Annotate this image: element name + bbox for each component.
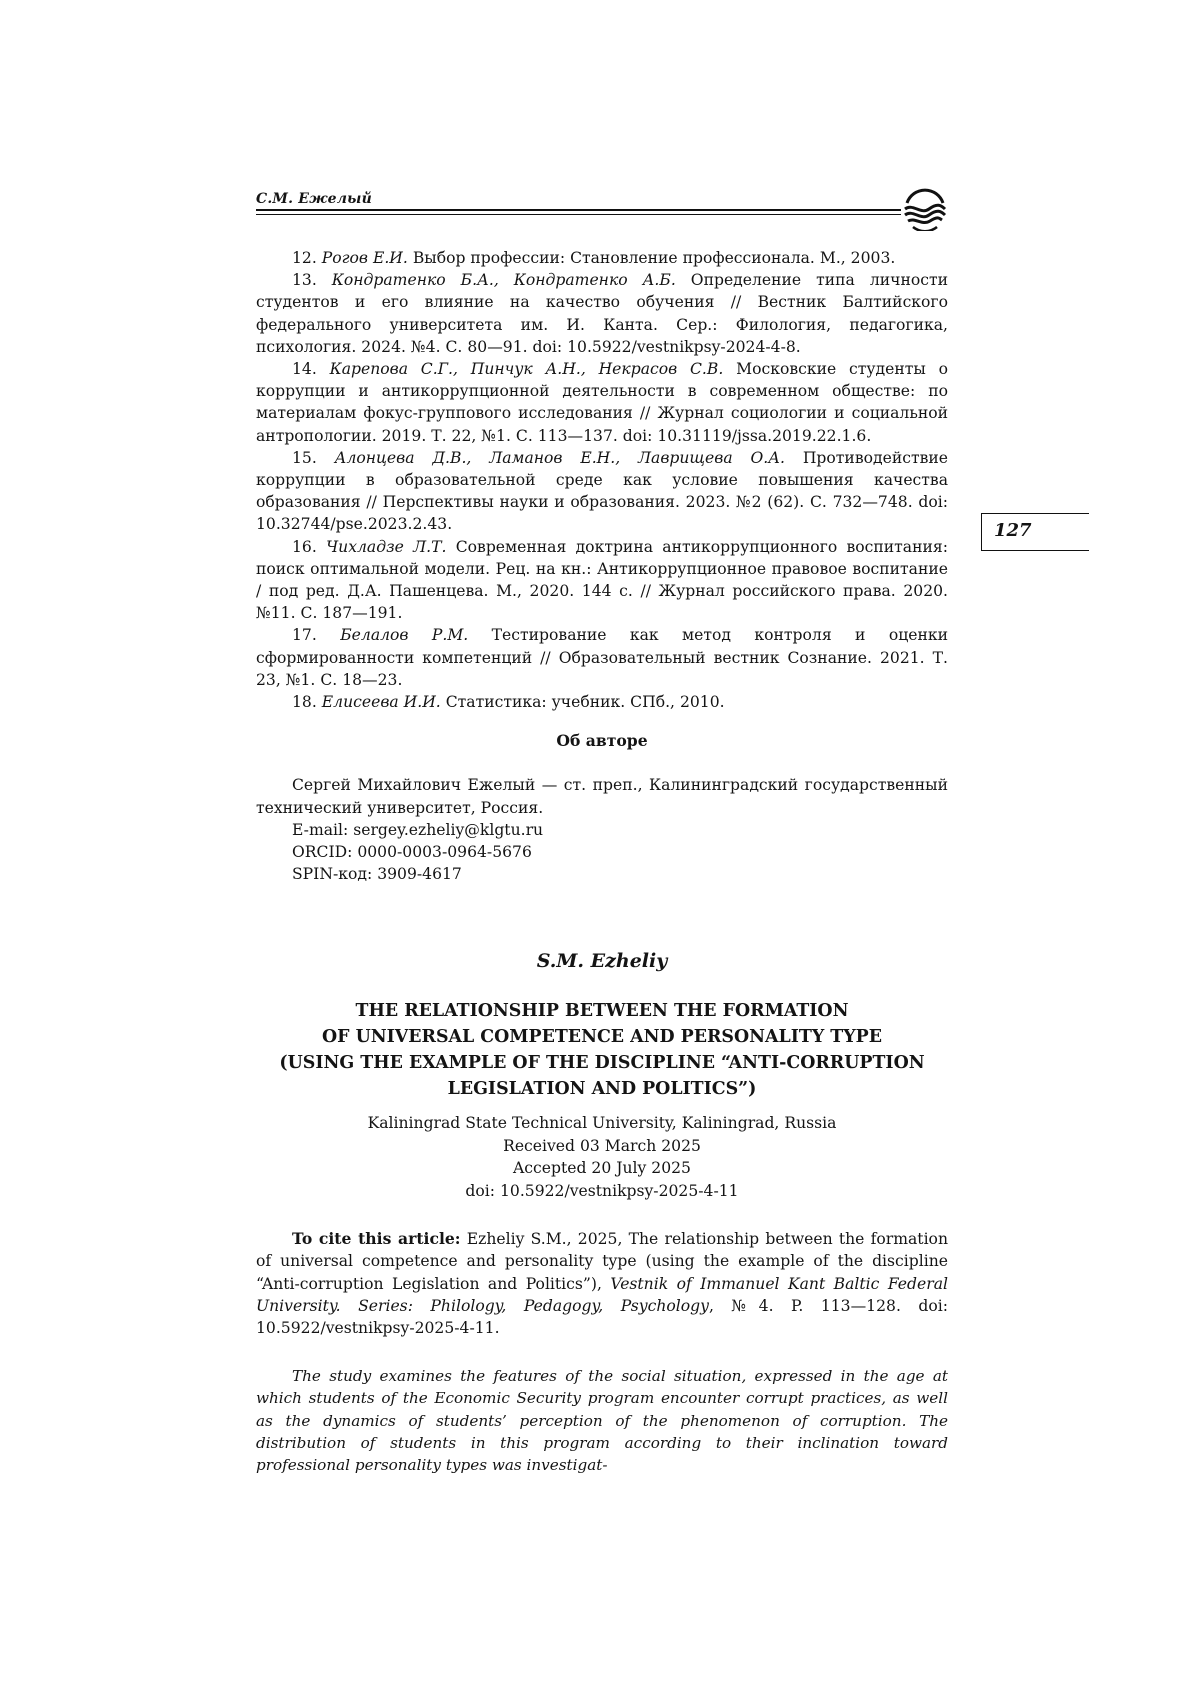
- reference-text: Определение типа личности студентов и его влияние на качество обучения // Вестник Балтийского федерального университета им. И. Канта. Сер.: Филология, педагогика, психология. 2024. №4. С. 80—91. doi: 10.5922/vestnikpsy-2024-4-8.: [256, 271, 948, 356]
- title-line: THE RELATIONSHIP BETWEEN THE FORMATION: [355, 1001, 849, 1021]
- page-number: 127: [994, 520, 1032, 541]
- about-author-heading: Об авторе: [556, 731, 648, 751]
- reference-authors: Елисеева И.И.: [321, 693, 441, 712]
- author-email: E-mail: sergey.ezheliy@klgtu.ru: [292, 820, 544, 839]
- author-spin: SPIN-код: 3909-4617: [292, 865, 462, 884]
- reference-authors: Алонцева Д.В., Ламанов Е.Н., Лаврищева О.А.: [334, 448, 785, 467]
- reference-item: [256, 691, 948, 713]
- article-doi: doi: 10.5922/vestnikpsy-2025-4-11: [465, 1181, 739, 1200]
- reference-text: Тестирование как метод контроля и оценки сформированности компетенций // Образовательный вестник Сознание. 2021. Т. 23, №1. С. 18—23.: [256, 626, 948, 689]
- reference-number: 14.: [292, 360, 317, 379]
- page-number-tab: [981, 513, 1089, 551]
- reference-number: 17.: [292, 626, 317, 645]
- reference-authors: Рогов Е.И.: [321, 249, 408, 267]
- reference-text: Московские студенты о коррупции и антикоррупционной деятельности в современном обществе: по материалам фокус-группового исследования // Журнал социологии и социальной антропологии. 2019. Т. 22, №1. С. 113—137. doi: 10.31119/jssa.2019.22.1.6.: [256, 360, 948, 445]
- reference-number: 13.: [292, 271, 317, 290]
- reference-number: 15.: [292, 448, 317, 467]
- reference-text: Противодействие коррупции в образовательной среде как условие повышения качества образования // Перспективы науки и образования. 2023. №2 (62). С. 732—748. doi: 10.32744/pse.2023.2.43.: [256, 448, 948, 534]
- affiliation: Kaliningrad State Technical University, Kaliningrad, Russia: [367, 1114, 837, 1132]
- title-line: LEGISLATION AND POLITICS”): [447, 1079, 757, 1099]
- citation-label: To cite this article:: [292, 1229, 461, 1248]
- header-rule-thin: [256, 214, 901, 215]
- reference-authors: Белалов Р.М.: [340, 626, 469, 645]
- citation-tail: , №4. P. 113—128. doi: 10.5922/vestnikpsy-2025-4-11.: [256, 1296, 948, 1338]
- citation-text: Ezheliy S.M., 2025, The relationship between the formation of universal competence and personality type (using the example of the discipline “Anti-corruption Legislation and Politics”),: [256, 1230, 948, 1293]
- author-orcid: ORCID: 0000-0003-0964-5676: [292, 843, 532, 862]
- header-rule-thick: [256, 209, 901, 211]
- title-line: OF UNIVERSAL COMPETENCE AND PERSONALITY TYPE: [322, 1027, 882, 1047]
- reference-item: [256, 358, 948, 447]
- reference-number: 18.: [292, 693, 317, 712]
- received-date: Received 03 March 2025: [503, 1136, 701, 1155]
- journal-wave-logo-icon: [899, 187, 949, 231]
- reference-item: [256, 247, 948, 269]
- english-title: [256, 998, 948, 1102]
- reference-authors: Карепова С.Г., Пинчук А.Н., Некрасов С.В.: [329, 360, 724, 379]
- reference-number: 12.: [292, 249, 317, 267]
- reference-authors: Кондратенко Б.А., Кондратенко А.Б.: [331, 271, 676, 290]
- citation-journal: Vestnik of Immanuel Kant Baltic Federal University. Series: Philology, Pedagogy, Psychology: [256, 1274, 948, 1315]
- citation-paragraph: [256, 1228, 948, 1339]
- reference-authors: Чихладзе Л.Т.: [326, 537, 447, 556]
- title-line: (USING THE EXAMPLE OF THE DISCIPLINE “ANTI-CORRUPTION: [279, 1053, 925, 1073]
- reference-text: Выбор профессии: Становление профессионала. М., 2003.: [412, 249, 896, 267]
- main-content: [256, 247, 948, 885]
- running-header: [256, 188, 948, 207]
- reference-item: [256, 447, 948, 536]
- reference-item: [256, 536, 948, 625]
- reference-item: [256, 624, 948, 691]
- reference-item: [256, 269, 948, 358]
- abstract-text: The study examines the features of the social situation, expressed in the age at which students of the Economic Security program encounter corrupt practices, as well as the dynamics of students’ perception of the phenomenon of corruption. The distribution of students in this program according to their inclination toward professional personality types was investigat-: [256, 1367, 948, 1475]
- english-author: S.M. Ezheliy: [536, 950, 668, 972]
- article-meta: [256, 1112, 948, 1202]
- reference-number: 16.: [292, 537, 317, 556]
- accepted-date: Accepted 20 July 2025: [513, 1159, 691, 1178]
- running-author: С.М. Ежелый: [256, 191, 372, 207]
- author-bio: Сергей Михайлович Ежелый — ст. преп., Калининградский государственный технический университет, Россия.: [256, 776, 948, 817]
- reference-text: Современная доктрина антикоррупционного воспитания: поиск оптимальной модели. Рец. на кн.: Антикоррупционное правовое воспитание / под ред. Д.А. Пашенцева. М., 2020. 144 с. // Журнал российского права. 2020. №11. С. 187—191.: [256, 537, 948, 623]
- about-author-section: [256, 774, 948, 885]
- reference-text: Статистика: учебник. СПб., 2010.: [445, 693, 725, 712]
